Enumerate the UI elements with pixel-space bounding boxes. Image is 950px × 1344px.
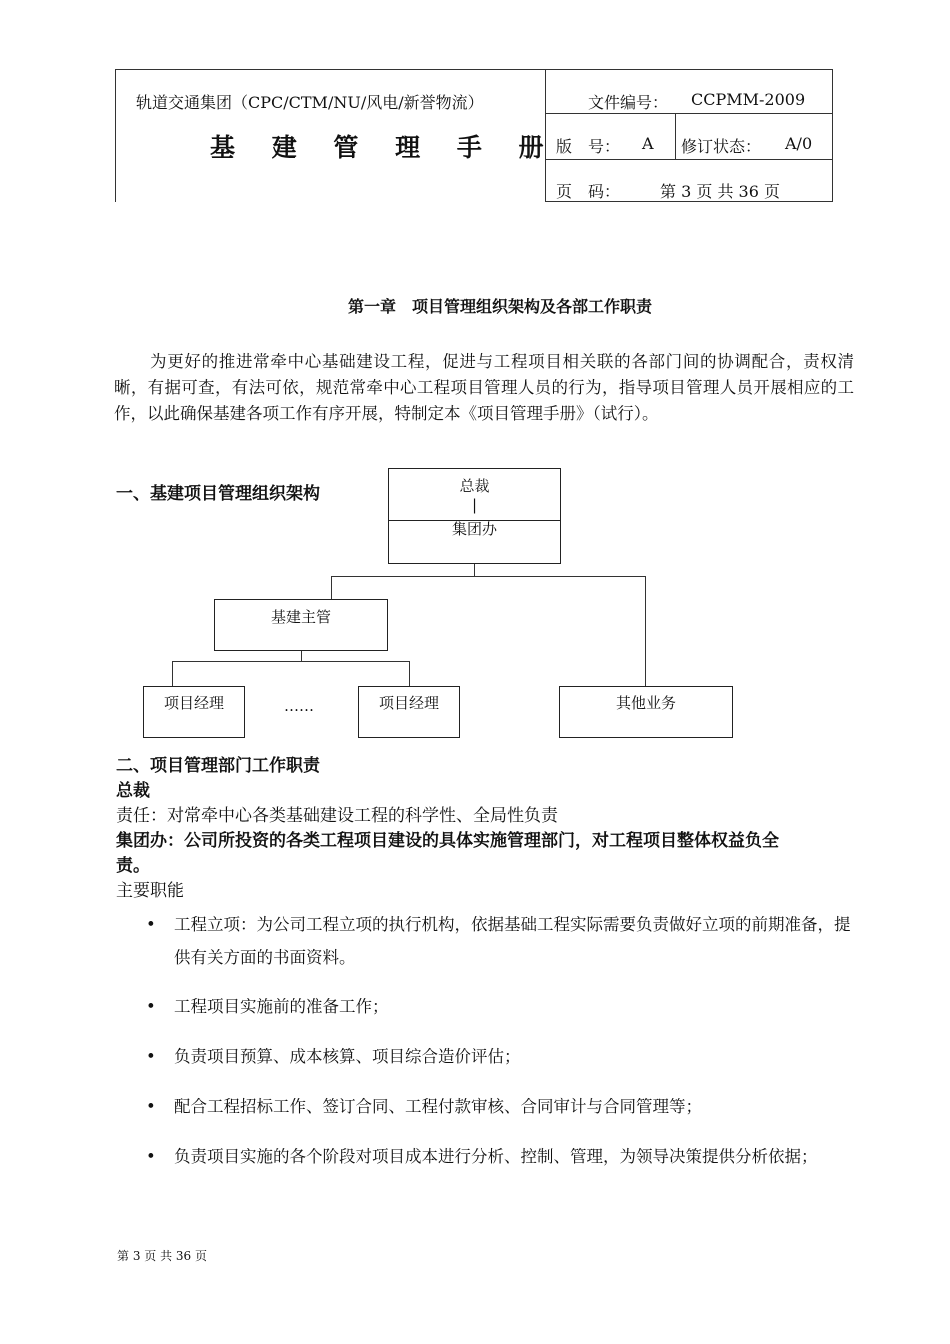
header-version-divider — [675, 113, 676, 160]
intro-paragraph: 为更好的推进常牵中心基础建设工程，促进与工程项目相关联的各部门间的协调配合，责权清晰，有据可查，有法可依，规范常牵中心工程项目管理人员的行为，指导项目管理人员开展相应的工作，以此确保基建各项工作有序开展，特制定本《项目管理手册》（试行）。 — [114, 352, 854, 423]
section-org-structure-title: 一、基建项目管理组织架构 — [116, 484, 320, 504]
manual-title: 基 建 管 理 手 册 — [210, 133, 558, 162]
org-connector-to-manager — [331, 576, 332, 600]
header-row2-border — [545, 159, 833, 160]
bullet-icon: • — [146, 1097, 156, 1116]
list-item — [146, 1090, 856, 1123]
section-duties-title: 二、项目管理部门工作职责 — [116, 756, 320, 776]
bullet-icon: • — [146, 997, 156, 1016]
chapter-title: 第一章 项目管理组织架构及各部工作职责 — [347, 297, 652, 316]
president-duty: 责任：对常牵中心各类基础建设工程的科学性、全局性负责 — [116, 806, 558, 826]
bullet-icon: • — [146, 1047, 156, 1066]
org-label-president: 总裁 — [459, 477, 490, 495]
list-item-text: 工程项目实施前的准备工作； — [174, 997, 389, 1016]
header-left-border — [115, 69, 116, 202]
org-connector-to-pm2 — [409, 661, 410, 687]
functions-list — [146, 908, 856, 1173]
header-top-border — [115, 69, 833, 70]
list-item-text: 工程立项：为公司工程立项的执行机构，依据基础工程实际需要负责做好立项的前期准备，提供有关方面的书面资料。 — [174, 915, 851, 967]
page-label: 页 码： — [556, 182, 621, 201]
list-item-text: 负责项目预算、成本核算、项目综合造价评估； — [174, 1047, 521, 1066]
org-box-project-manager-1 — [143, 686, 245, 738]
revision-label: 修订状态： — [681, 137, 762, 156]
org-box-construction-manager — [214, 599, 388, 651]
list-item — [146, 1040, 856, 1073]
version-value: A — [642, 134, 654, 153]
list-item — [146, 990, 856, 1023]
page-value: 第 3 页 共 36 页 — [660, 182, 780, 201]
org-connector-top-vertical — [474, 564, 475, 576]
list-item — [146, 1140, 856, 1173]
company-name: 轨道交通集团（CPC/CTM/NU/风电/新誉物流） — [136, 93, 484, 112]
org-connector-horizontal-2 — [172, 661, 410, 662]
group-office-description-line2: 责。 — [116, 856, 150, 876]
list-item-text: 负责项目实施的各个阶段对项目成本进行分析、控制、管理，为领导决策提供分析依据； — [174, 1147, 818, 1166]
org-connector-mid-vertical — [301, 651, 302, 661]
org-connector-to-other — [645, 576, 646, 687]
org-ellipsis: …… — [284, 697, 314, 715]
org-box-project-manager-2 — [358, 686, 460, 738]
president-heading: 总裁 — [116, 781, 150, 801]
group-office-description-line1: 集团办：公司所投资的各类工程项目建设的具体实施管理部门，对工程项目整体权益负全 — [116, 831, 779, 851]
bullet-icon: • — [146, 915, 156, 934]
revision-value: A/0 — [785, 134, 813, 153]
list-item-text: 配合工程招标工作、签订合同、工程付款审核、合同审计与合同管理等； — [174, 1097, 702, 1116]
org-connector-horizontal-1 — [331, 576, 646, 577]
version-label: 版 号： — [556, 137, 621, 156]
org-box-other-business — [559, 686, 733, 738]
header-row1-border — [545, 113, 833, 114]
org-label-other-business: 其他业务 — [615, 694, 676, 712]
doc-number-label: 文件编号： — [588, 93, 669, 112]
org-label-group-office: 集团办 — [451, 520, 497, 538]
org-label-construction-manager: 基建主管 — [270, 608, 331, 626]
org-label-project-manager-2: 项目经理 — [378, 694, 439, 712]
doc-number: CCPMM-2009 — [691, 90, 806, 109]
org-label-divider: | — [471, 496, 478, 514]
list-item — [146, 908, 856, 974]
main-functions-label: 主要职能 — [116, 881, 184, 901]
page-footer: 第 3 页 共 36 页 — [117, 1249, 207, 1263]
org-label-project-manager-1: 项目经理 — [163, 694, 224, 712]
bullet-icon: • — [146, 1147, 156, 1166]
org-connector-to-pm1 — [172, 661, 173, 687]
header-right-border — [832, 69, 833, 202]
org-box-president — [388, 468, 561, 564]
